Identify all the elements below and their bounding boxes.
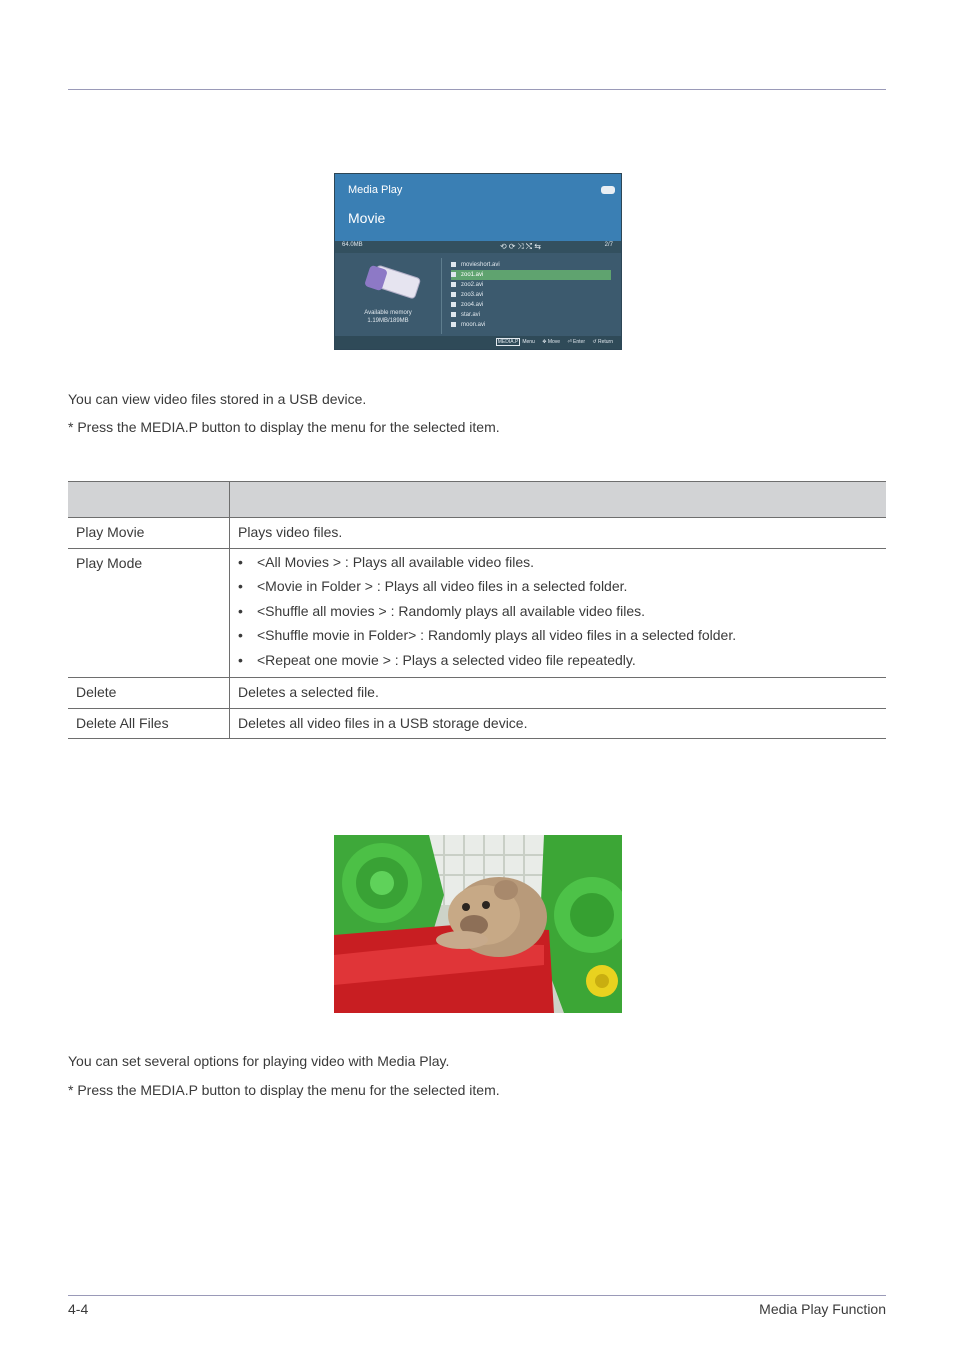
- table-row: [68, 549, 886, 678]
- enter-hint: ⏎ Enter: [567, 339, 585, 345]
- media-play-movie-screenshot: [334, 173, 622, 350]
- video-playback-image: [334, 835, 622, 1013]
- row-name: Delete All Files: [68, 708, 230, 738]
- row-description: Plays video files.: [230, 518, 887, 549]
- playback-line-1: You can set several options for playing video with Media Play.: [68, 1053, 450, 1069]
- media-key-icon: MEDIA.P: [497, 339, 519, 345]
- header-rule: [68, 89, 886, 90]
- table-row: [68, 518, 886, 549]
- file-item[interactable]: star.avi: [451, 310, 611, 320]
- file-item-selected[interactable]: zoo1.avi: [451, 270, 611, 280]
- screen-header: [335, 174, 621, 241]
- file-item[interactable]: zoo2.avi: [451, 280, 611, 290]
- playback-line-2: * Press the MEDIA.P button to display the menu for the selected item.: [68, 1082, 500, 1098]
- available-memory-label: Available memory: [364, 310, 412, 316]
- list-item: • <Repeat one movie > : Plays a selected video file repeatedly.: [238, 653, 878, 677]
- row-name: Delete: [68, 677, 230, 708]
- row-description: Deletes all video files in a USB storage device.: [230, 708, 887, 738]
- intro-line-2: * Press the MEDIA.P button to display the menu for the selected item.: [68, 419, 500, 435]
- usb-icon: [601, 186, 615, 194]
- move-hint: ✥ Move: [542, 339, 561, 345]
- video-file-icon: [451, 272, 456, 277]
- table-header-row: [68, 482, 886, 518]
- menu-hint: MEDIA.P Menu: [497, 339, 535, 345]
- list-item: • <All Movies > : Plays all available video files.: [238, 555, 878, 579]
- video-file-icon: [451, 322, 456, 327]
- enter-icon: ⏎: [567, 339, 572, 345]
- lion-cub-photo: [334, 835, 622, 1013]
- list-item: • <Movie in Folder > : Plays all video files in a selected folder.: [238, 579, 878, 603]
- video-file-icon: [451, 292, 456, 297]
- row-name: Play Movie: [68, 518, 230, 549]
- intro-line-1: You can view video files stored in a USB device.: [68, 391, 367, 407]
- page-number: 4-4: [68, 1301, 89, 1317]
- video-file-icon: [451, 262, 456, 267]
- file-item[interactable]: zoo3.avi: [451, 290, 611, 300]
- key-hint-bar: [335, 336, 621, 349]
- device-pane: [335, 253, 441, 338]
- table-row: [68, 708, 886, 738]
- list-item: • <Shuffle all movies > : Randomly plays all available video files.: [238, 604, 878, 628]
- memory-indicator: 64.0MB: [342, 242, 363, 248]
- file-list: [451, 260, 611, 330]
- screen-title: Movie: [348, 210, 386, 226]
- available-memory-value: 1.19MB/189MB: [367, 318, 409, 324]
- section-name: Media Play Function: [759, 1301, 886, 1317]
- return-hint: ↺ Return: [592, 339, 613, 345]
- file-item[interactable]: zoo4.avi: [451, 300, 611, 310]
- row-description: [230, 549, 887, 678]
- movie-menu-table: [68, 481, 886, 739]
- page-count: 2/7: [604, 242, 613, 248]
- move-arrows-icon: ✥: [542, 339, 547, 345]
- playback-mode-icons: ⟲⟳⤨⤭⇆: [500, 242, 543, 251]
- row-name: Play Mode: [68, 549, 230, 678]
- app-title: Media Play: [348, 184, 403, 196]
- table-header-cell: [230, 482, 887, 518]
- video-file-icon: [451, 312, 456, 317]
- info-bar: [335, 241, 621, 253]
- video-file-icon: [451, 282, 456, 287]
- file-item[interactable]: movieshort.avi: [451, 260, 611, 270]
- return-icon: ↺: [592, 339, 597, 345]
- table-row: [68, 677, 886, 708]
- pane-divider: [441, 258, 442, 334]
- row-description: Deletes a selected file.: [230, 677, 887, 708]
- file-item[interactable]: moon.avi: [451, 320, 611, 330]
- list-item: • <Shuffle movie in Folder> : Randomly plays all video files in a selected folder.: [238, 628, 878, 652]
- table-header-cell: [68, 482, 230, 518]
- play-mode-list: [238, 555, 878, 677]
- video-file-icon: [451, 302, 456, 307]
- footer-rule: [68, 1295, 886, 1296]
